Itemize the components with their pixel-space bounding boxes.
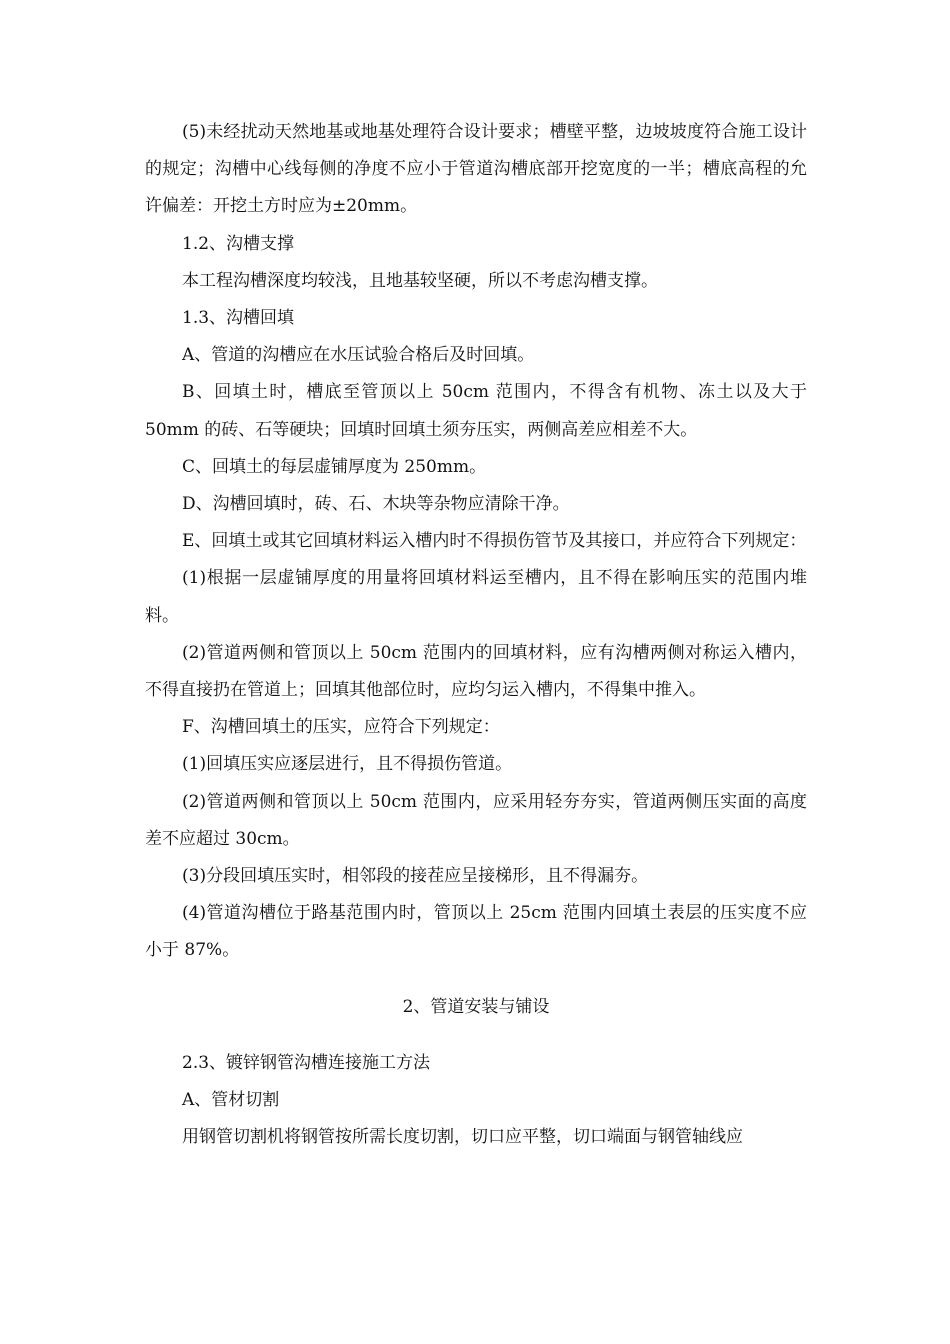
section-heading: 2、管道安装与铺设 xyxy=(402,996,550,1017)
paragraph-pipe-cutting: 用钢管切割机将钢管按所需长度切割，切口应平整，切口端面与钢管轴线应 xyxy=(182,1127,743,1148)
paragraph-item-e-2: (2)管道两侧和管顶以上 50cm 范围内的回填材料，应有沟槽两侧对称运入槽内，不得直接扔在管道上；回填其他部位时，应均匀运入槽内，不得集中推入。 xyxy=(145,642,807,701)
subheading-trench-backfill: 1.3、沟槽回填 xyxy=(182,308,295,329)
paragraph-item-a: A、管道的沟槽应在水压试验合格后及时回填。 xyxy=(182,345,535,366)
paragraph-item-b: B、回填土时，槽底至管顶以上 50cm 范围内，不得含有机物、冻土以及大于50mm 的砖、石等硬块；回填时回填土须夯压实，两侧高差应相差不大。 xyxy=(145,382,807,440)
paragraph-item-e-1: (1)根据一层虚铺厚度的用量将回填材料运至槽内，且不得在影响压实的范围内堆料。 xyxy=(145,568,807,626)
paragraph-item-f-1: (1)回填压实应逐层进行，且不得损伤管道。 xyxy=(182,754,513,775)
paragraph-item-d: D、沟槽回填时，砖、石、木块等杂物应清除干净。 xyxy=(182,494,570,515)
paragraph-item-f-4: (4)管道沟槽位于路基范围内时，管顶以上 25cm 范围内回填土表层的压实度不应小于 87%。 xyxy=(145,903,807,961)
paragraph-item-f-2: (2)管道两侧和管顶以上 50cm 范围内，应采用轻夯夯实，管道两侧压实面的高度差不应超过 30cm。 xyxy=(145,791,807,849)
subheading-galvanized-pipe: 2.3、镀锌钢管沟槽连接施工方法 xyxy=(182,1052,431,1073)
paragraph-trench-support: 本工程沟槽深度均较浅，且地基较坚硬，所以不考虑沟槽支撑。 xyxy=(182,270,658,291)
subheading-pipe-cutting: A、管材切割 xyxy=(182,1090,280,1111)
paragraph-item-f-3: (3)分段回填压实时，相邻段的接茬应呈接梯形，且不得漏夯。 xyxy=(182,866,649,887)
subheading-trench-support: 1.2、沟槽支撑 xyxy=(182,233,295,254)
paragraph-item-e: E、回填土或其它回填材料运入槽内时不得损伤管节及其接口，并应符合下列规定： xyxy=(182,531,807,552)
paragraph-item-f: F、沟槽回填土的压实，应符合下列规定： xyxy=(182,717,500,738)
paragraph-foundation-requirements: (5)未经扰动天然地基或地基处理符合设计要求；槽壁平整，边坡坡度符合施工设计的规定；沟槽中心线每侧的净度不应小于管道沟槽底部开挖宽度的一半；槽底高程的允许偏差：开挖土方时应为±20mm。 xyxy=(145,122,807,217)
paragraph-item-c: C、回填土的每层虚铺厚度为 250mm。 xyxy=(182,456,487,477)
document-page xyxy=(145,114,807,1156)
